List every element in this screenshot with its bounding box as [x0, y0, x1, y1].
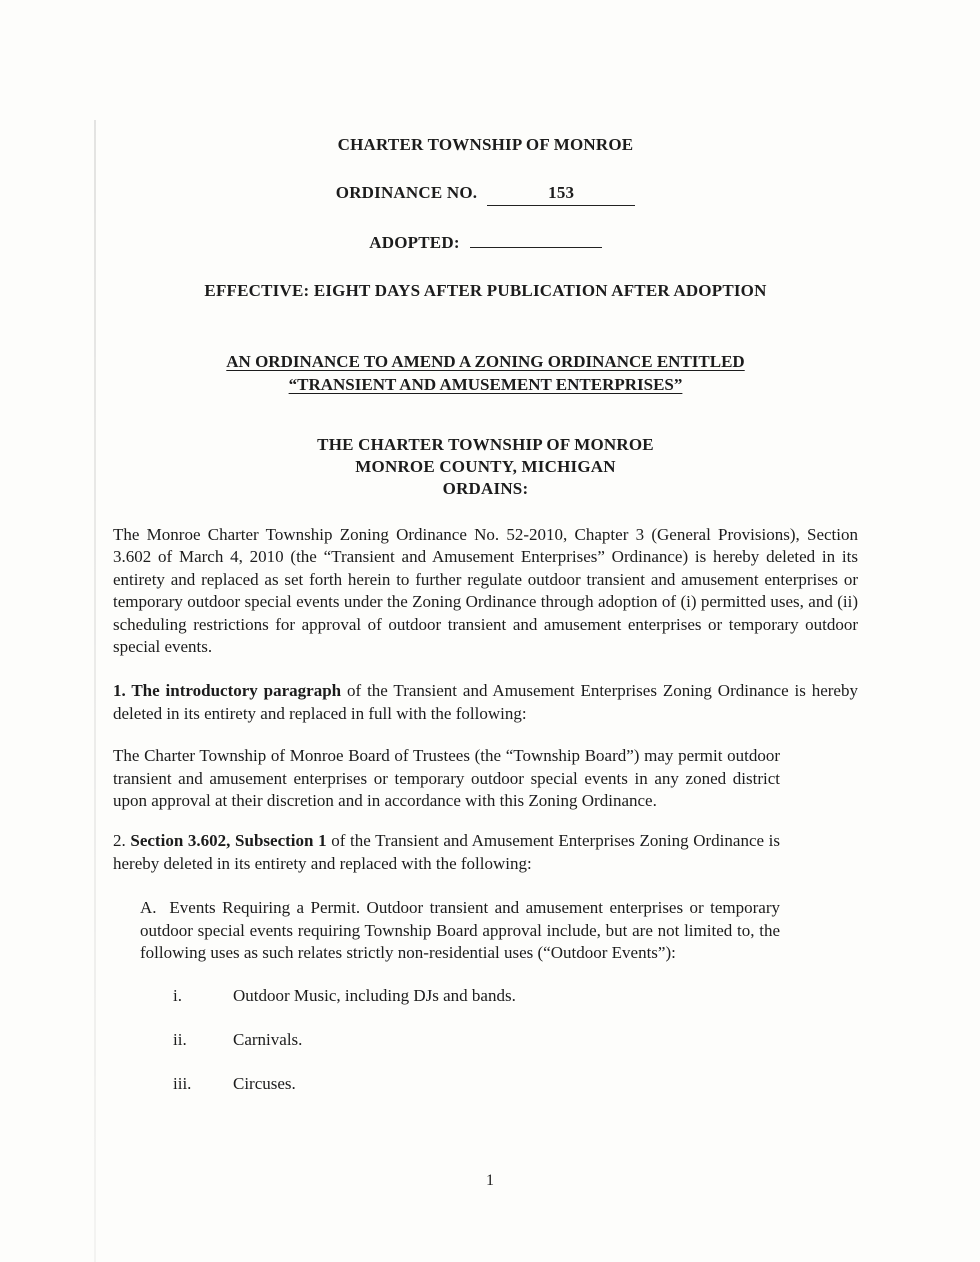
list-item [173, 1029, 858, 1051]
scan-edge-artifact [94, 120, 96, 1262]
effective-line: EFFECTIVE: EIGHT DAYS AFTER PUBLICATION AFTER ADOPTION [204, 281, 767, 300]
page-number: 1 [486, 1172, 494, 1189]
list-item-marker: i. [173, 985, 182, 1005]
list-item-marker: iii. [173, 1074, 192, 1094]
list-item-text: Outdoor Music, including DJs and bands. [233, 985, 516, 1005]
outdoor-events-list [113, 985, 858, 1096]
document-header [113, 134, 858, 302]
ordains-line3: ORDAINS: [442, 479, 529, 498]
ordinance-number-label: ORDINANCE NO. [335, 183, 478, 202]
replacement-text-paragraph: The Charter Township of Monroe Board of Trustees (the “Township Board”) may permit outdoor transient and amusement enterprises or temporary outdoor special events in any zoned district upon approval at their discretion and in accordance with this Zoning Ordinance. [113, 746, 780, 811]
amendment-item-2-text: of the Transient and Amusement Enterprises Zoning Ordinance is hereby deleted in its entirety and replaced with the following: [113, 831, 781, 873]
list-item-marker: ii. [173, 1029, 187, 1049]
amendment-item-2-heading: Section 3.602, Subsection 1 [130, 831, 327, 851]
document-body [113, 524, 858, 1096]
amendment-item-2 [113, 830, 780, 875]
amendment-item-1-heading: 1. The introductory paragraph [113, 681, 342, 701]
ordinance-number-line [113, 182, 858, 206]
township-title: CHARTER TOWNSHIP OF MONROE [337, 135, 634, 154]
list-item-text: Carnivals. [233, 1029, 303, 1049]
adopted-blank-line [470, 233, 602, 248]
subsection-a-marker: A. [140, 898, 157, 918]
intro-paragraph: The Monroe Charter Township Zoning Ordinance No. 52-2010, Chapter 3 (General Provisions), Section 3.602 of March 4, 2010 (the “Transient and Amusement Enterprises” Ordinance) is hereby deleted in its entirety and replaced as set forth herein to further regulate outdoor transient and amusement enterprises or temporary outdoor special events under the Zoning Ordinance through adoption of (i) permitted uses, and (ii) scheduling restrictions for approval of outdoor transient and amusement enterprises or temporary outdoor special events. [113, 525, 858, 657]
adopted-line [113, 232, 858, 254]
amendment-item-2-prefix: 2. [113, 831, 131, 851]
ordinance-title-line1: AN ORDINANCE TO AMEND A ZONING ORDINANCE ENTITLED [226, 352, 745, 371]
list-item [173, 985, 858, 1007]
ordains-block [113, 434, 858, 500]
list-item-text: Circuses. [233, 1074, 296, 1094]
subsection-a-text: Events Requiring a Permit. Outdoor transient and amusement enterprises or temporary outdoor special events requiring Township Board approval include, but are not limited to, the following uses as such relates strictly non-residential uses (“Outdoor Events”): [140, 898, 780, 963]
subsection-a-paragraph [140, 897, 780, 964]
adopted-label: ADOPTED: [369, 233, 460, 252]
ordinance-title [113, 350, 858, 396]
list-item [173, 1073, 858, 1095]
amendment-item-1 [113, 680, 858, 725]
ordains-line1: THE CHARTER TOWNSHIP OF MONROE [317, 435, 654, 454]
ordinance-title-line2: “TRANSIENT AND AMUSEMENT ENTERPRISES” [288, 375, 683, 394]
amendment-item-1-text: of the Transient and Amusement Enterprises Zoning Ordinance is hereby deleted in its entirety and replaced in full with the following: [113, 681, 858, 723]
ordinance-number-value: 153 [487, 182, 635, 206]
ordains-line2: MONROE COUNTY, MICHIGAN [355, 457, 616, 476]
